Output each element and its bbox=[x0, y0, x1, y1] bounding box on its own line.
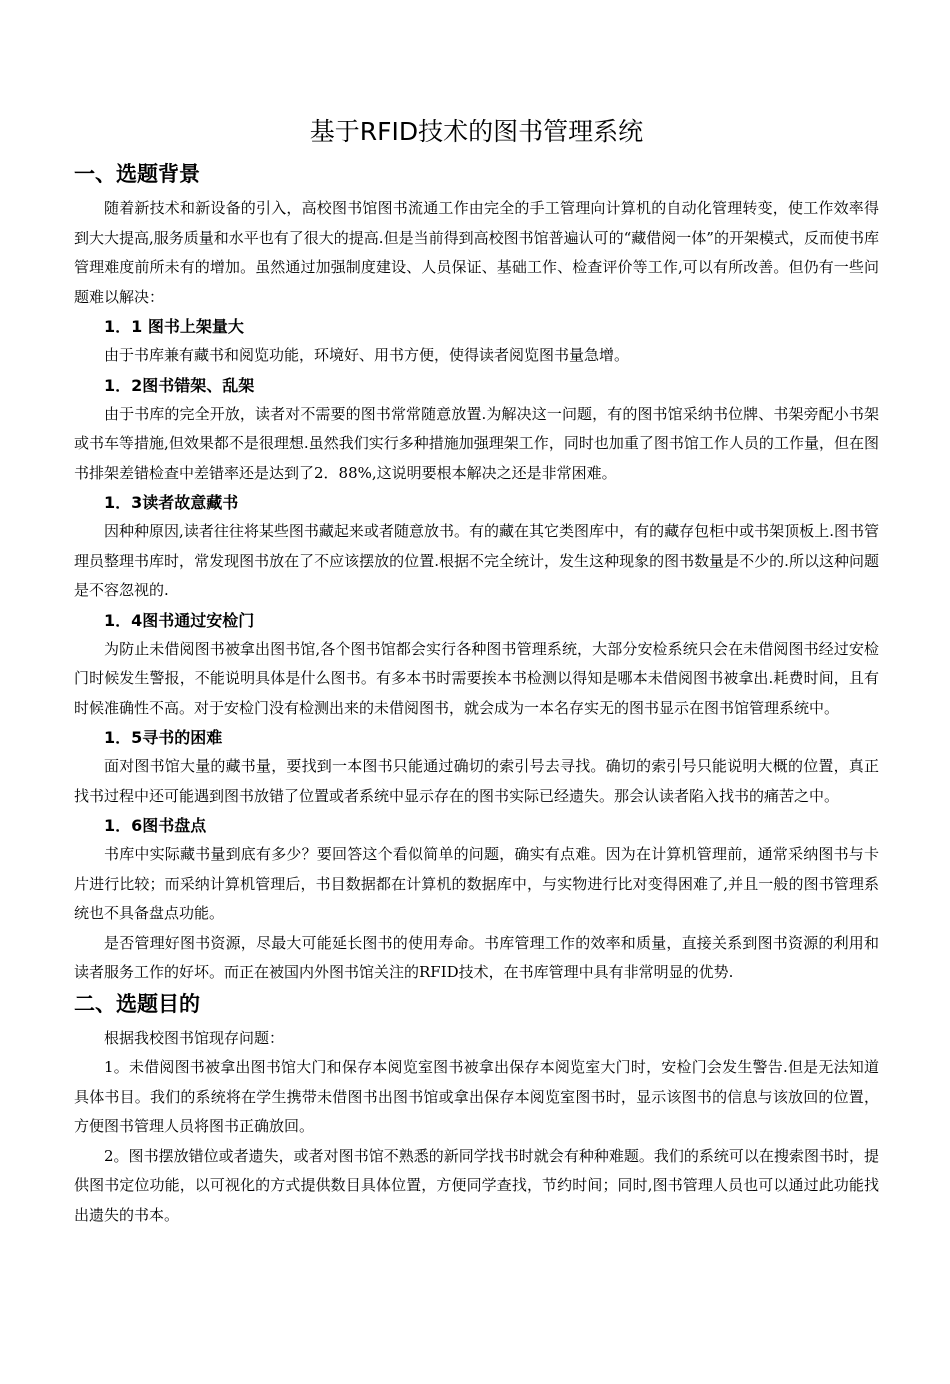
section-heading: 二、选题目的 bbox=[74, 991, 200, 1016]
paragraph: 是否管理好图书资源，尽最大可能延长图书的使用寿命。书库管理工作的效率和质量，直接关系到图书资源的利用和读者服务工作的好坏。而正在被国内外图书馆关注的RFID技术，在书库管理中具有非常明显的优势. bbox=[74, 933, 879, 981]
document-page bbox=[74, 112, 879, 1230]
paragraph: 随着新技术和新设备的引入，高校图书馆图书流通工作由完全的手工管理向计算机的自动化管理转变，使工作效率得到大大提高,服务质量和水平也有了很大的提高.但是当前得到高校图书馆普遍认可的“藏借阅一体”的开架模式，反而使书库管理难度前所未有的增加。虽然通过加强制度建设、人员保证、基础工作、检查评价等工作,可以有所改善。但仍有一些问题难以解决： bbox=[74, 199, 879, 306]
paragraph: 为防止未借阅图书被拿出图书馆,各个图书馆都会实行各种图书管理系统，大部分安检系统只会在未借阅图书经过安检门时候发生警报，不能说明具体是什么图书。有多本书时需要挨本书检测以得知是哪本未借阅图书被拿出.耗费时间，且有时候准确性不高。对于安检门没有检测出来的未借阅图书，就会成为一本名存实无的图书显示在图书馆管理系统中。 bbox=[74, 639, 879, 717]
paragraph: 由于书库兼有藏书和阅览功能，环境好、用书方便，使得读者阅览图书量急增。 bbox=[104, 346, 630, 364]
paragraph: 由于书库的完全开放，读者对不需要的图书常常随意放置.为解决这一问题，有的图书馆采纳书位牌、书架旁配小书架或书车等措施,但效果都不是很理想.虽然我们实行多种措施加强理架工作，同时也加重了图书馆工作人员的工作量，但在图书排架差错检查中差错率还是达到了2．88%,这说明要根本解决之还是非常困难。 bbox=[74, 404, 879, 482]
subsection-heading: 1．6图书盘点 bbox=[104, 816, 207, 835]
subsection-heading: 1．2图书错架、乱架 bbox=[104, 375, 255, 395]
paragraph: 面对图书馆大量的藏书量，要找到一本图书只能通过确切的索引号去寻找。确切的索引号只能说明大概的位置，真正找书过程中还可能遇到图书放错了位置或者系统中显示存在的图书实际已经遗失。那会认读者陷入找书的痛苦之中。 bbox=[74, 757, 879, 805]
section-heading: 一、选题背景 bbox=[74, 162, 200, 186]
paragraph: 因种种原因,读者往往将某些图书藏起来或者随意放书。有的藏在其它类图库中，有的藏存包柜中或书架顶板上.图书管理员整理书库时，常发现图书放在了不应该摆放的位置.根据不完全统计，发生这种现象的图书数量是不少的.所以这种问题是不容忽视的. bbox=[74, 522, 879, 599]
subsection-heading: 1．1 图书上架量大 bbox=[104, 317, 244, 336]
subsection-heading: 1．4图书通过安检门 bbox=[104, 610, 255, 630]
paragraph: 2。图书摆放错位或者遗失，或者对图书馆不熟悉的新同学找书时就会有种种难题。我们的系统可以在搜索图书时，提供图书定位功能，以可视化的方式提供数目具体位置，方便同学查找，节约时间；同时,图书管理人员也可以通过此功能找出遗失的书本。 bbox=[74, 1146, 879, 1224]
document-title: 基于RFID技术的图书管理系统 bbox=[309, 117, 644, 146]
paragraph: 1。未借阅图书被拿出图书馆大门和保存本阅览室图书被拿出保存本阅览室大门时，安检门会发生警告.但是无法知道具体书目。我们的系统将在学生携带未借图书出图书馆或拿出保存本阅览室图书时，显示该图书的信息与该放回的位置，方便图书管理人员将图书正确放回。 bbox=[74, 1058, 879, 1135]
subsection-heading: 1．3读者故意藏书 bbox=[104, 493, 239, 512]
paragraph: 根据我校图书馆现存问题： bbox=[104, 1028, 285, 1047]
subsection-heading: 1．5寻书的困难 bbox=[104, 728, 223, 747]
paragraph: 书库中实际藏书量到底有多少？要回答这个看似简单的问题，确实有点难。因为在计算机管理前，通常采纳图书与卡片进行比较；而采纳计算机管理后，书目数据都在计算机的数据库中，与实物进行比对变得困难了,并且一般的图书管理系统也不具备盘点功能。 bbox=[74, 845, 879, 922]
section-background bbox=[74, 158, 879, 988]
section-purpose bbox=[74, 988, 879, 1231]
